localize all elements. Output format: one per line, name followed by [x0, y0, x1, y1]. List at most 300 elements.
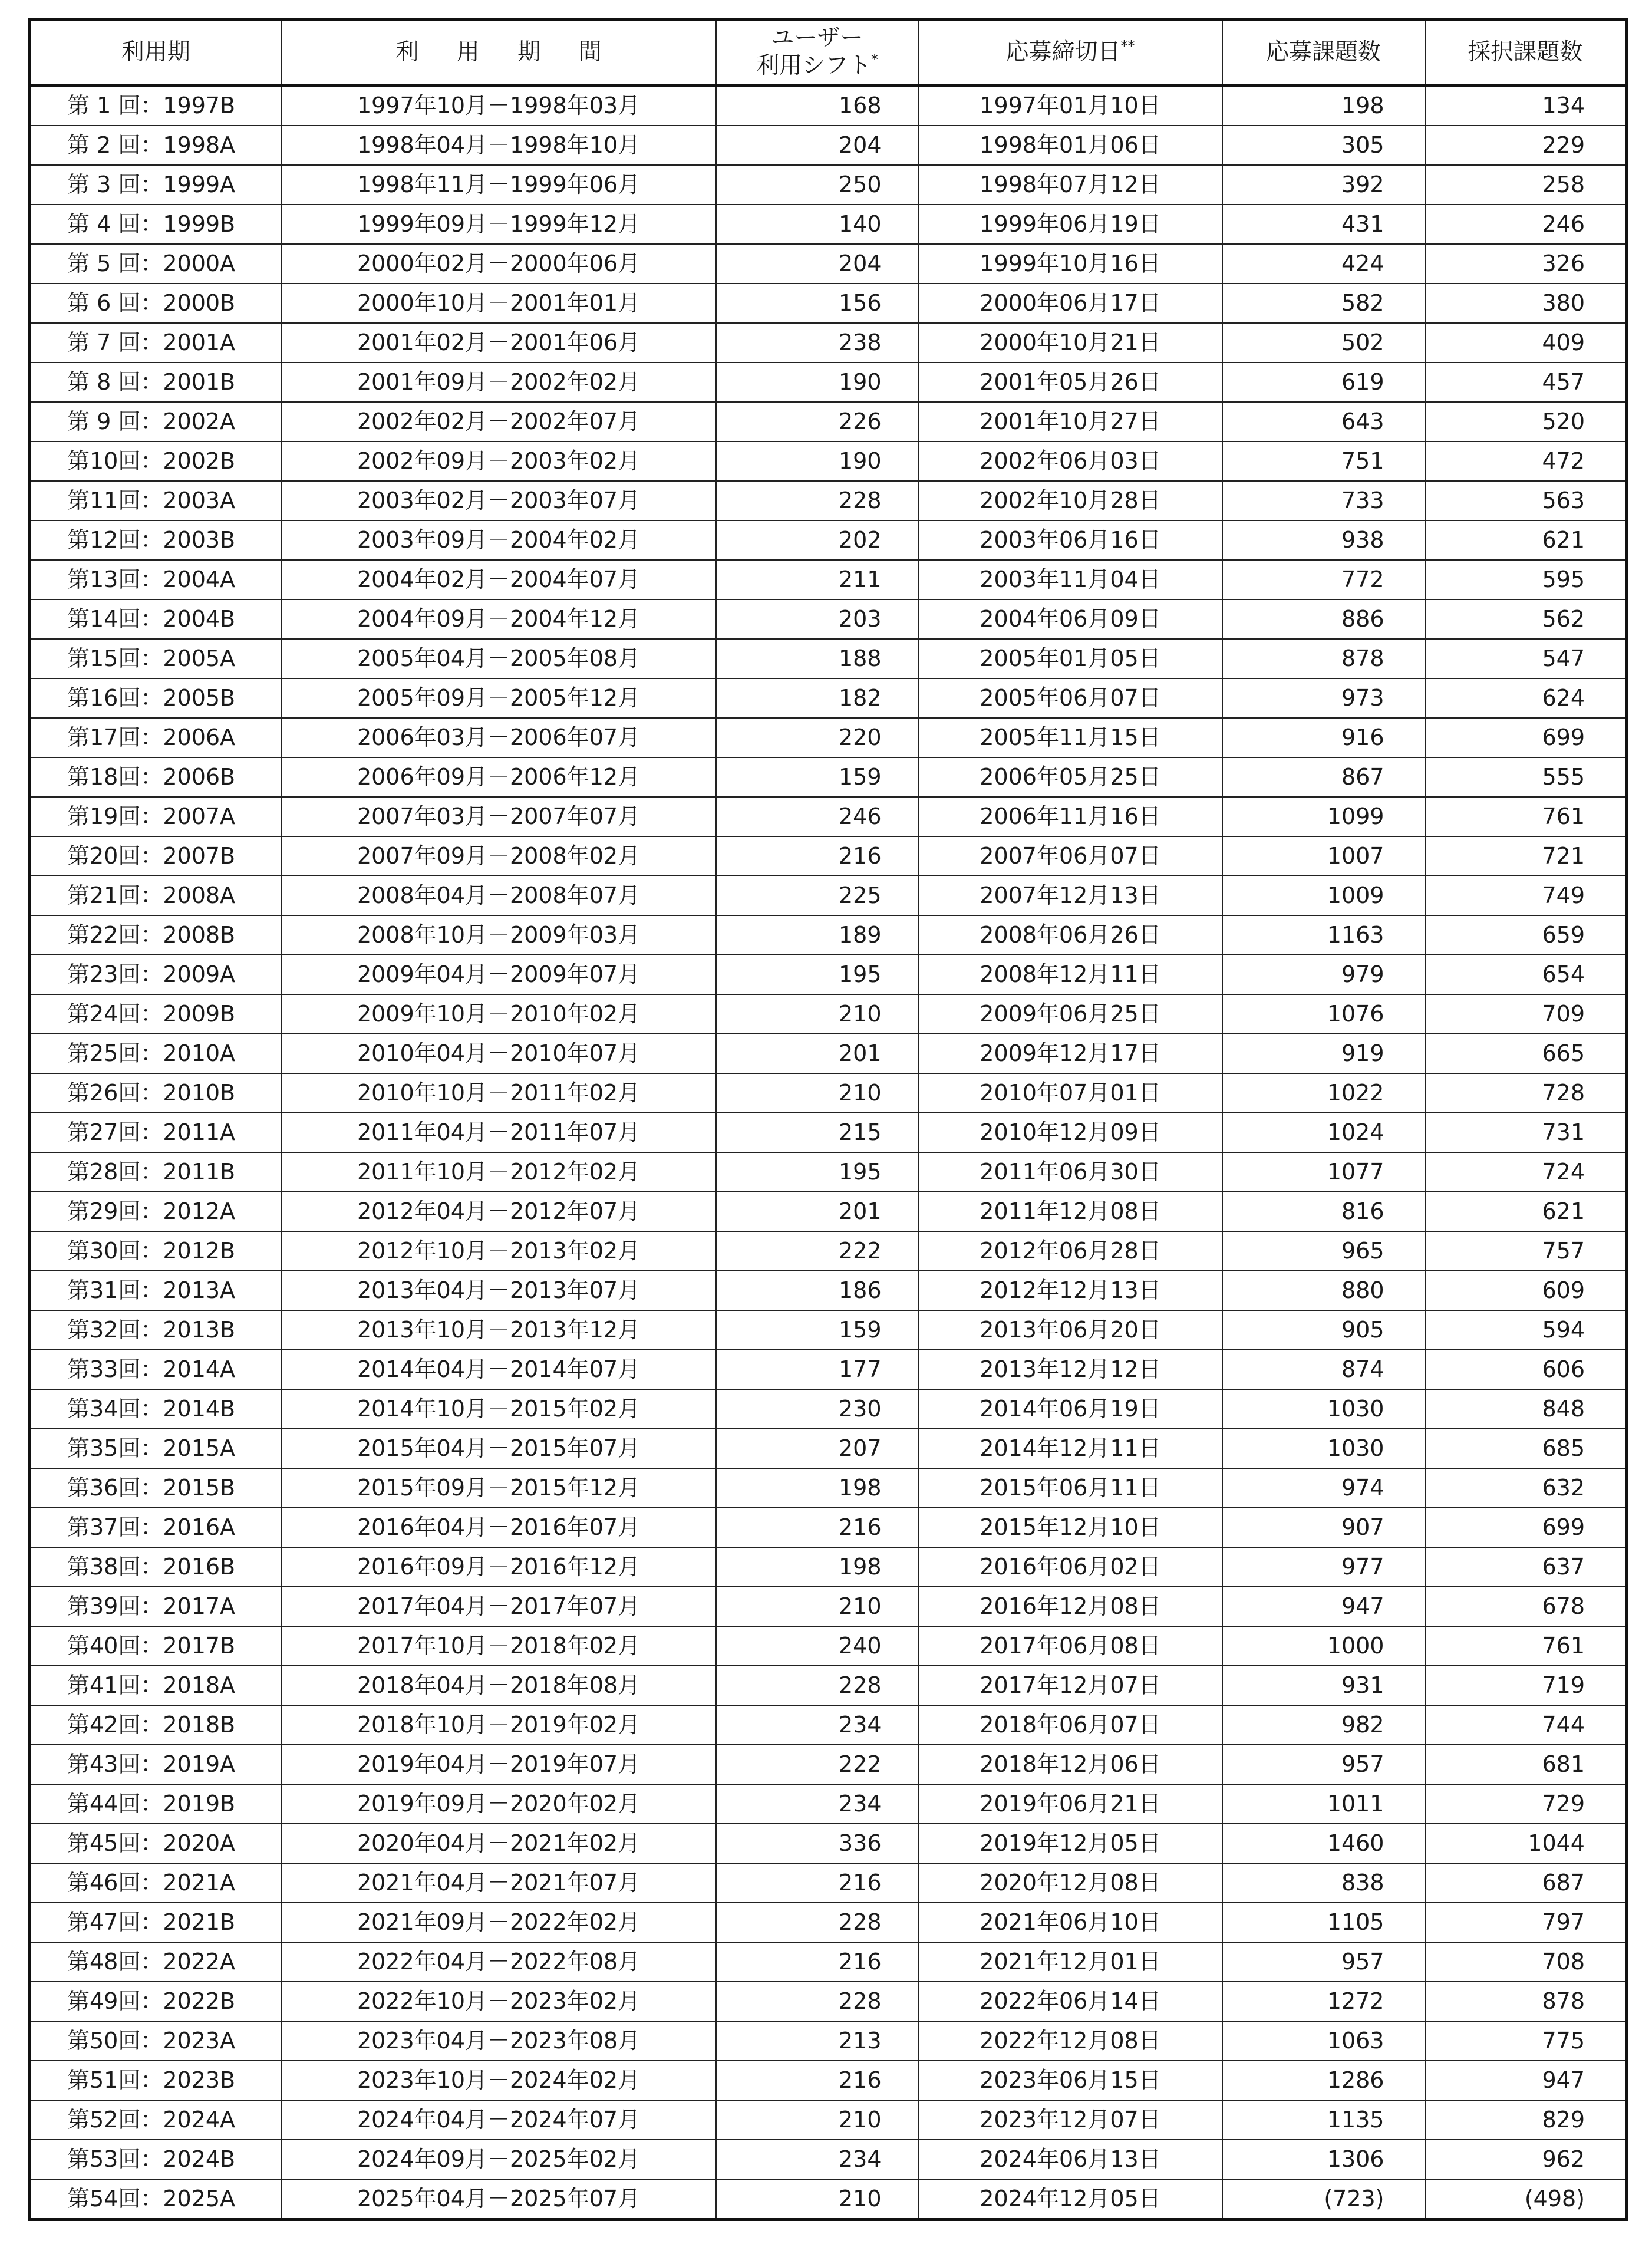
deadline-cell: 2012年12月13日 — [919, 1271, 1222, 1310]
period-cell: 2021年04月－2021年07月 — [282, 1863, 716, 1903]
user-shifts-cell: 207 — [716, 1429, 919, 1468]
term-cell: 第53回：2024B — [29, 2140, 282, 2179]
adopted-cell: 699 — [1425, 718, 1627, 757]
period-cell: 2001年09月－2002年02月 — [282, 363, 716, 402]
user-shifts-cell: 246 — [716, 797, 919, 836]
adopted-cell: 775 — [1425, 2021, 1627, 2061]
proposal-statistics-table — [28, 18, 1628, 2221]
deadline-cell: 2011年06月30日 — [919, 1152, 1222, 1192]
applications-cell: 816 — [1222, 1192, 1425, 1231]
period-cell: 2002年09月－2003年02月 — [282, 441, 716, 481]
table-row — [29, 757, 1627, 797]
deadline-cell: 2001年05月26日 — [919, 363, 1222, 402]
term-cell: 第 8 回：2001B — [29, 363, 282, 402]
header-shifts-footnote-mark: * — [871, 51, 878, 68]
adopted-cell: 547 — [1425, 639, 1627, 678]
table-row — [29, 1468, 1627, 1508]
user-shifts-cell: 234 — [716, 1784, 919, 1824]
table-row — [29, 955, 1627, 994]
deadline-cell: 1998年07月12日 — [919, 165, 1222, 205]
term-cell: 第49回：2022B — [29, 1982, 282, 2021]
table-row — [29, 1666, 1627, 1705]
table-row — [29, 1508, 1627, 1547]
table-row — [29, 718, 1627, 757]
user-shifts-cell: 201 — [716, 1192, 919, 1231]
term-cell: 第34回：2014B — [29, 1389, 282, 1429]
deadline-cell: 2024年06月13日 — [919, 2140, 1222, 2179]
user-shifts-cell: 198 — [716, 1468, 919, 1508]
adopted-cell: 678 — [1425, 1587, 1627, 1626]
table-row — [29, 2140, 1627, 2179]
user-shifts-cell: 238 — [716, 323, 919, 363]
adopted-cell: (498) — [1425, 2179, 1627, 2220]
term-cell: 第16回：2005B — [29, 678, 282, 718]
period-cell: 2001年02月－2001年06月 — [282, 323, 716, 363]
deadline-cell: 2010年12月09日 — [919, 1113, 1222, 1152]
adopted-cell: 624 — [1425, 678, 1627, 718]
adopted-cell: 654 — [1425, 955, 1627, 994]
header-deadline-footnote-mark: ** — [1120, 37, 1135, 54]
table-row — [29, 1824, 1627, 1863]
user-shifts-cell: 234 — [716, 2140, 919, 2179]
table-row — [29, 165, 1627, 205]
period-cell: 2010年10月－2011年02月 — [282, 1073, 716, 1113]
user-shifts-cell: 216 — [716, 836, 919, 876]
adopted-cell: 409 — [1425, 323, 1627, 363]
user-shifts-cell: 228 — [716, 1982, 919, 2021]
user-shifts-cell: 195 — [716, 1152, 919, 1192]
deadline-cell: 2014年12月11日 — [919, 1429, 1222, 1468]
user-shifts-cell: 250 — [716, 165, 919, 205]
period-cell: 2022年10月－2023年02月 — [282, 1982, 716, 2021]
adopted-cell: 728 — [1425, 1073, 1627, 1113]
deadline-cell: 2007年06月07日 — [919, 836, 1222, 876]
adopted-cell: 687 — [1425, 1863, 1627, 1903]
term-cell: 第29回：2012A — [29, 1192, 282, 1231]
term-cell: 第 5 回：2000A — [29, 244, 282, 284]
term-cell: 第12回：2003B — [29, 520, 282, 560]
applications-cell: 1163 — [1222, 915, 1425, 955]
term-cell: 第42回：2018B — [29, 1705, 282, 1745]
applications-cell: 878 — [1222, 639, 1425, 678]
adopted-cell: 848 — [1425, 1389, 1627, 1429]
deadline-cell: 2007年12月13日 — [919, 876, 1222, 915]
deadline-cell: 2000年10月21日 — [919, 323, 1222, 363]
user-shifts-cell: 228 — [716, 1903, 919, 1942]
deadline-cell: 1997年01月10日 — [919, 85, 1222, 126]
term-cell: 第28回：2011B — [29, 1152, 282, 1192]
applications-cell: 1105 — [1222, 1903, 1425, 1942]
table-row — [29, 639, 1627, 678]
deadline-cell: 2008年12月11日 — [919, 955, 1222, 994]
table-row — [29, 1587, 1627, 1626]
adopted-cell: 520 — [1425, 402, 1627, 441]
table-row — [29, 1389, 1627, 1429]
term-cell: 第10回：2002B — [29, 441, 282, 481]
table-row — [29, 2179, 1627, 2220]
user-shifts-cell: 210 — [716, 2179, 919, 2220]
period-cell: 2024年09月－2025年02月 — [282, 2140, 716, 2179]
applications-cell: 1306 — [1222, 2140, 1425, 2179]
deadline-cell: 2005年06月07日 — [919, 678, 1222, 718]
user-shifts-cell: 198 — [716, 1547, 919, 1587]
adopted-cell: 609 — [1425, 1271, 1627, 1310]
deadline-cell: 2006年05月25日 — [919, 757, 1222, 797]
header-applications: 応募課題数 — [1222, 19, 1425, 86]
user-shifts-cell: 188 — [716, 639, 919, 678]
header-deadline-label: 応募締切日 — [1005, 38, 1121, 65]
adopted-cell: 621 — [1425, 520, 1627, 560]
adopted-cell: 757 — [1425, 1231, 1627, 1271]
term-cell: 第45回：2020A — [29, 1824, 282, 1863]
period-cell: 2013年04月－2013年07月 — [282, 1271, 716, 1310]
applications-cell: 1007 — [1222, 836, 1425, 876]
deadline-cell: 2011年12月08日 — [919, 1192, 1222, 1231]
user-shifts-cell: 211 — [716, 560, 919, 599]
adopted-cell: 472 — [1425, 441, 1627, 481]
applications-cell: 751 — [1222, 441, 1425, 481]
period-cell: 2004年02月－2004年07月 — [282, 560, 716, 599]
applications-cell: 392 — [1222, 165, 1425, 205]
user-shifts-cell: 140 — [716, 205, 919, 244]
user-shifts-cell: 159 — [716, 757, 919, 797]
term-cell: 第23回：2009A — [29, 955, 282, 994]
applications-cell: 1011 — [1222, 1784, 1425, 1824]
period-cell: 2022年04月－2022年08月 — [282, 1942, 716, 1982]
term-cell: 第52回：2024A — [29, 2100, 282, 2140]
header-shifts-line1: ユーザー — [771, 25, 863, 52]
adopted-cell: 744 — [1425, 1705, 1627, 1745]
applications-cell: 874 — [1222, 1350, 1425, 1389]
applications-cell: 982 — [1222, 1705, 1425, 1745]
user-shifts-cell: 216 — [716, 2061, 919, 2100]
term-cell: 第22回：2008B — [29, 915, 282, 955]
user-shifts-cell: 210 — [716, 1073, 919, 1113]
table-row — [29, 284, 1627, 323]
table-row — [29, 1982, 1627, 2021]
adopted-cell: 594 — [1425, 1310, 1627, 1350]
period-cell: 1998年11月－1999年06月 — [282, 165, 716, 205]
applications-cell: 424 — [1222, 244, 1425, 284]
deadline-cell: 2019年06月21日 — [919, 1784, 1222, 1824]
applications-cell: 1000 — [1222, 1626, 1425, 1666]
adopted-cell: 229 — [1425, 126, 1627, 165]
deadline-cell: 2009年06月25日 — [919, 994, 1222, 1034]
user-shifts-cell: 228 — [716, 481, 919, 520]
adopted-cell: 134 — [1425, 85, 1627, 126]
table-row — [29, 1429, 1627, 1468]
adopted-cell: 606 — [1425, 1350, 1627, 1389]
table-row — [29, 520, 1627, 560]
term-cell: 第 4 回：1999B — [29, 205, 282, 244]
applications-cell: 772 — [1222, 560, 1425, 599]
table-row — [29, 441, 1627, 481]
term-cell: 第51回：2023B — [29, 2061, 282, 2100]
adopted-cell: 797 — [1425, 1903, 1627, 1942]
deadline-cell: 2016年06月02日 — [919, 1547, 1222, 1587]
period-cell: 2010年04月－2010年07月 — [282, 1034, 716, 1073]
user-shifts-cell: 222 — [716, 1231, 919, 1271]
table-body — [29, 85, 1627, 2220]
period-cell: 1997年10月－1998年03月 — [282, 85, 716, 126]
header-shifts-line2: 利用シフト — [756, 52, 871, 79]
deadline-cell: 2019年12月05日 — [919, 1824, 1222, 1863]
table-row — [29, 1310, 1627, 1350]
adopted-cell: 1044 — [1425, 1824, 1627, 1863]
applications-cell: 733 — [1222, 481, 1425, 520]
table-row — [29, 1903, 1627, 1942]
term-cell: 第14回：2004B — [29, 599, 282, 639]
adopted-cell: 878 — [1425, 1982, 1627, 2021]
term-cell: 第44回：2019B — [29, 1784, 282, 1824]
adopted-cell: 659 — [1425, 915, 1627, 955]
adopted-cell: 731 — [1425, 1113, 1627, 1152]
user-shifts-cell: 222 — [716, 1745, 919, 1784]
applications-cell: 431 — [1222, 205, 1425, 244]
user-shifts-cell: 234 — [716, 1705, 919, 1745]
deadline-cell: 2003年11月04日 — [919, 560, 1222, 599]
user-shifts-cell: 190 — [716, 441, 919, 481]
adopted-cell: 326 — [1425, 244, 1627, 284]
term-cell: 第35回：2015A — [29, 1429, 282, 1468]
applications-cell: 973 — [1222, 678, 1425, 718]
term-cell: 第32回：2013B — [29, 1310, 282, 1350]
adopted-cell: 246 — [1425, 205, 1627, 244]
period-cell: 2011年10月－2012年02月 — [282, 1152, 716, 1192]
user-shifts-cell: 210 — [716, 2100, 919, 2140]
table-row — [29, 1705, 1627, 1745]
deadline-cell: 2014年06月19日 — [919, 1389, 1222, 1429]
applications-cell: 957 — [1222, 1942, 1425, 1982]
table-row — [29, 205, 1627, 244]
period-cell: 2017年10月－2018年02月 — [282, 1626, 716, 1666]
period-cell: 2018年10月－2019年02月 — [282, 1705, 716, 1745]
adopted-cell: 749 — [1425, 876, 1627, 915]
applications-cell: (723) — [1222, 2179, 1425, 2220]
header-row — [29, 19, 1627, 86]
table-row — [29, 126, 1627, 165]
user-shifts-cell: 203 — [716, 599, 919, 639]
applications-cell: 1030 — [1222, 1389, 1425, 1429]
table-row — [29, 85, 1627, 126]
period-cell: 2007年09月－2008年02月 — [282, 836, 716, 876]
adopted-cell: 729 — [1425, 1784, 1627, 1824]
user-shifts-cell: 210 — [716, 1587, 919, 1626]
table-row — [29, 1271, 1627, 1310]
applications-cell: 957 — [1222, 1745, 1425, 1784]
header-adopted: 採択課題数 — [1425, 19, 1627, 86]
deadline-cell: 2005年01月05日 — [919, 639, 1222, 678]
term-cell: 第 7 回：2001A — [29, 323, 282, 363]
adopted-cell: 258 — [1425, 165, 1627, 205]
user-shifts-cell: 168 — [716, 85, 919, 126]
user-shifts-cell: 195 — [716, 955, 919, 994]
applications-cell: 979 — [1222, 955, 1425, 994]
table-row — [29, 1626, 1627, 1666]
applications-cell: 1077 — [1222, 1152, 1425, 1192]
applications-cell: 938 — [1222, 520, 1425, 560]
term-cell: 第21回：2008A — [29, 876, 282, 915]
applications-cell: 619 — [1222, 363, 1425, 402]
period-cell: 2016年04月－2016年07月 — [282, 1508, 716, 1547]
adopted-cell: 621 — [1425, 1192, 1627, 1231]
period-cell: 2006年09月－2006年12月 — [282, 757, 716, 797]
table-row — [29, 402, 1627, 441]
term-cell: 第20回：2007B — [29, 836, 282, 876]
applications-cell: 965 — [1222, 1231, 1425, 1271]
applications-cell: 867 — [1222, 757, 1425, 797]
period-cell: 2014年04月－2014年07月 — [282, 1350, 716, 1389]
deadline-cell: 2015年06月11日 — [919, 1468, 1222, 1508]
period-cell: 2017年04月－2017年07月 — [282, 1587, 716, 1626]
deadline-cell: 2004年06月09日 — [919, 599, 1222, 639]
term-cell: 第24回：2009B — [29, 994, 282, 1034]
applications-cell: 907 — [1222, 1508, 1425, 1547]
table-row — [29, 994, 1627, 1034]
deadline-cell: 2017年06月08日 — [919, 1626, 1222, 1666]
applications-cell: 916 — [1222, 718, 1425, 757]
table-row — [29, 1034, 1627, 1073]
period-cell: 1999年09月－1999年12月 — [282, 205, 716, 244]
user-shifts-cell: 336 — [716, 1824, 919, 1863]
period-cell: 2008年04月－2008年07月 — [282, 876, 716, 915]
table-row — [29, 481, 1627, 520]
user-shifts-cell: 240 — [716, 1626, 919, 1666]
table-row — [29, 560, 1627, 599]
adopted-cell: 761 — [1425, 1626, 1627, 1666]
period-cell: 2009年10月－2010年02月 — [282, 994, 716, 1034]
table-row — [29, 1745, 1627, 1784]
applications-cell: 1272 — [1222, 1982, 1425, 2021]
term-cell: 第 9 回：2002A — [29, 402, 282, 441]
term-cell: 第39回：2017A — [29, 1587, 282, 1626]
user-shifts-cell: 189 — [716, 915, 919, 955]
table-row — [29, 323, 1627, 363]
applications-cell: 977 — [1222, 1547, 1425, 1587]
term-cell: 第31回：2013A — [29, 1271, 282, 1310]
header-deadline — [919, 19, 1222, 86]
user-shifts-cell: 182 — [716, 678, 919, 718]
deadline-cell: 2000年06月17日 — [919, 284, 1222, 323]
deadline-cell: 2003年06月16日 — [919, 520, 1222, 560]
table-row — [29, 363, 1627, 402]
user-shifts-cell: 220 — [716, 718, 919, 757]
applications-cell: 1286 — [1222, 2061, 1425, 2100]
period-cell: 2023年04月－2023年08月 — [282, 2021, 716, 2061]
header-term: 利用期 — [29, 19, 282, 86]
term-cell: 第19回：2007A — [29, 797, 282, 836]
user-shifts-cell: 216 — [716, 1508, 919, 1547]
deadline-cell: 2022年06月14日 — [919, 1982, 1222, 2021]
term-cell: 第48回：2022A — [29, 1942, 282, 1982]
adopted-cell: 562 — [1425, 599, 1627, 639]
table-row — [29, 1113, 1627, 1152]
deadline-cell: 2010年07月01日 — [919, 1073, 1222, 1113]
table-row — [29, 1231, 1627, 1271]
applications-cell: 1099 — [1222, 797, 1425, 836]
deadline-cell: 2017年12月07日 — [919, 1666, 1222, 1705]
deadline-cell: 2021年06月10日 — [919, 1903, 1222, 1942]
deadline-cell: 2009年12月17日 — [919, 1034, 1222, 1073]
applications-cell: 1022 — [1222, 1073, 1425, 1113]
table-row — [29, 678, 1627, 718]
user-shifts-cell: 213 — [716, 2021, 919, 2061]
adopted-cell: 457 — [1425, 363, 1627, 402]
period-cell: 2007年03月－2007年07月 — [282, 797, 716, 836]
period-cell: 2000年02月－2000年06月 — [282, 244, 716, 284]
term-cell: 第40回：2017B — [29, 1626, 282, 1666]
header-period-label: 利 用 期 間 — [395, 38, 617, 65]
user-shifts-cell: 201 — [716, 1034, 919, 1073]
table-row — [29, 1547, 1627, 1587]
term-cell: 第43回：2019A — [29, 1745, 282, 1784]
deadline-cell: 2021年12月01日 — [919, 1942, 1222, 1982]
period-cell: 2002年02月－2002年07月 — [282, 402, 716, 441]
period-cell: 2024年04月－2024年07月 — [282, 2100, 716, 2140]
deadline-cell: 2018年06月07日 — [919, 1705, 1222, 1745]
applications-cell: 974 — [1222, 1468, 1425, 1508]
user-shifts-cell: 210 — [716, 994, 919, 1034]
applications-cell: 919 — [1222, 1034, 1425, 1073]
table-row — [29, 2021, 1627, 2061]
period-cell: 2006年03月－2006年07月 — [282, 718, 716, 757]
adopted-cell: 595 — [1425, 560, 1627, 599]
applications-cell: 1009 — [1222, 876, 1425, 915]
period-cell: 2003年09月－2004年02月 — [282, 520, 716, 560]
period-cell: 2000年10月－2001年01月 — [282, 284, 716, 323]
adopted-cell: 699 — [1425, 1508, 1627, 1547]
table-row — [29, 1073, 1627, 1113]
deadline-cell: 2008年06月26日 — [919, 915, 1222, 955]
term-cell: 第50回：2023A — [29, 2021, 282, 2061]
table-row — [29, 1192, 1627, 1231]
deadline-cell: 2023年12月07日 — [919, 2100, 1222, 2140]
adopted-cell: 719 — [1425, 1666, 1627, 1705]
period-cell: 2015年04月－2015年07月 — [282, 1429, 716, 1468]
table-row — [29, 2061, 1627, 2100]
period-cell: 2009年04月－2009年07月 — [282, 955, 716, 994]
period-cell: 2014年10月－2015年02月 — [282, 1389, 716, 1429]
deadline-cell: 2023年06月15日 — [919, 2061, 1222, 2100]
period-cell: 2003年02月－2003年07月 — [282, 481, 716, 520]
adopted-cell: 724 — [1425, 1152, 1627, 1192]
adopted-cell: 829 — [1425, 2100, 1627, 2140]
term-cell: 第26回：2010B — [29, 1073, 282, 1113]
term-cell: 第37回：2016A — [29, 1508, 282, 1547]
period-cell: 2019年04月－2019年07月 — [282, 1745, 716, 1784]
table-row — [29, 244, 1627, 284]
deadline-cell: 2013年12月12日 — [919, 1350, 1222, 1389]
header-period — [282, 19, 716, 86]
adopted-cell: 681 — [1425, 1745, 1627, 1784]
period-cell: 2012年10月－2013年02月 — [282, 1231, 716, 1271]
adopted-cell: 947 — [1425, 2061, 1627, 2100]
table-row — [29, 2100, 1627, 2140]
period-cell: 2018年04月－2018年08月 — [282, 1666, 716, 1705]
deadline-cell: 2012年06月28日 — [919, 1231, 1222, 1271]
deadline-cell: 1999年06月19日 — [919, 205, 1222, 244]
deadline-cell: 2002年06月03日 — [919, 441, 1222, 481]
period-cell: 2020年04月－2021年02月 — [282, 1824, 716, 1863]
term-cell: 第17回：2006A — [29, 718, 282, 757]
applications-cell: 198 — [1222, 85, 1425, 126]
period-cell: 2008年10月－2009年03月 — [282, 915, 716, 955]
user-shifts-cell: 190 — [716, 363, 919, 402]
deadline-cell: 2022年12月08日 — [919, 2021, 1222, 2061]
adopted-cell: 709 — [1425, 994, 1627, 1034]
deadline-cell: 2001年10月27日 — [919, 402, 1222, 441]
applications-cell: 643 — [1222, 402, 1425, 441]
